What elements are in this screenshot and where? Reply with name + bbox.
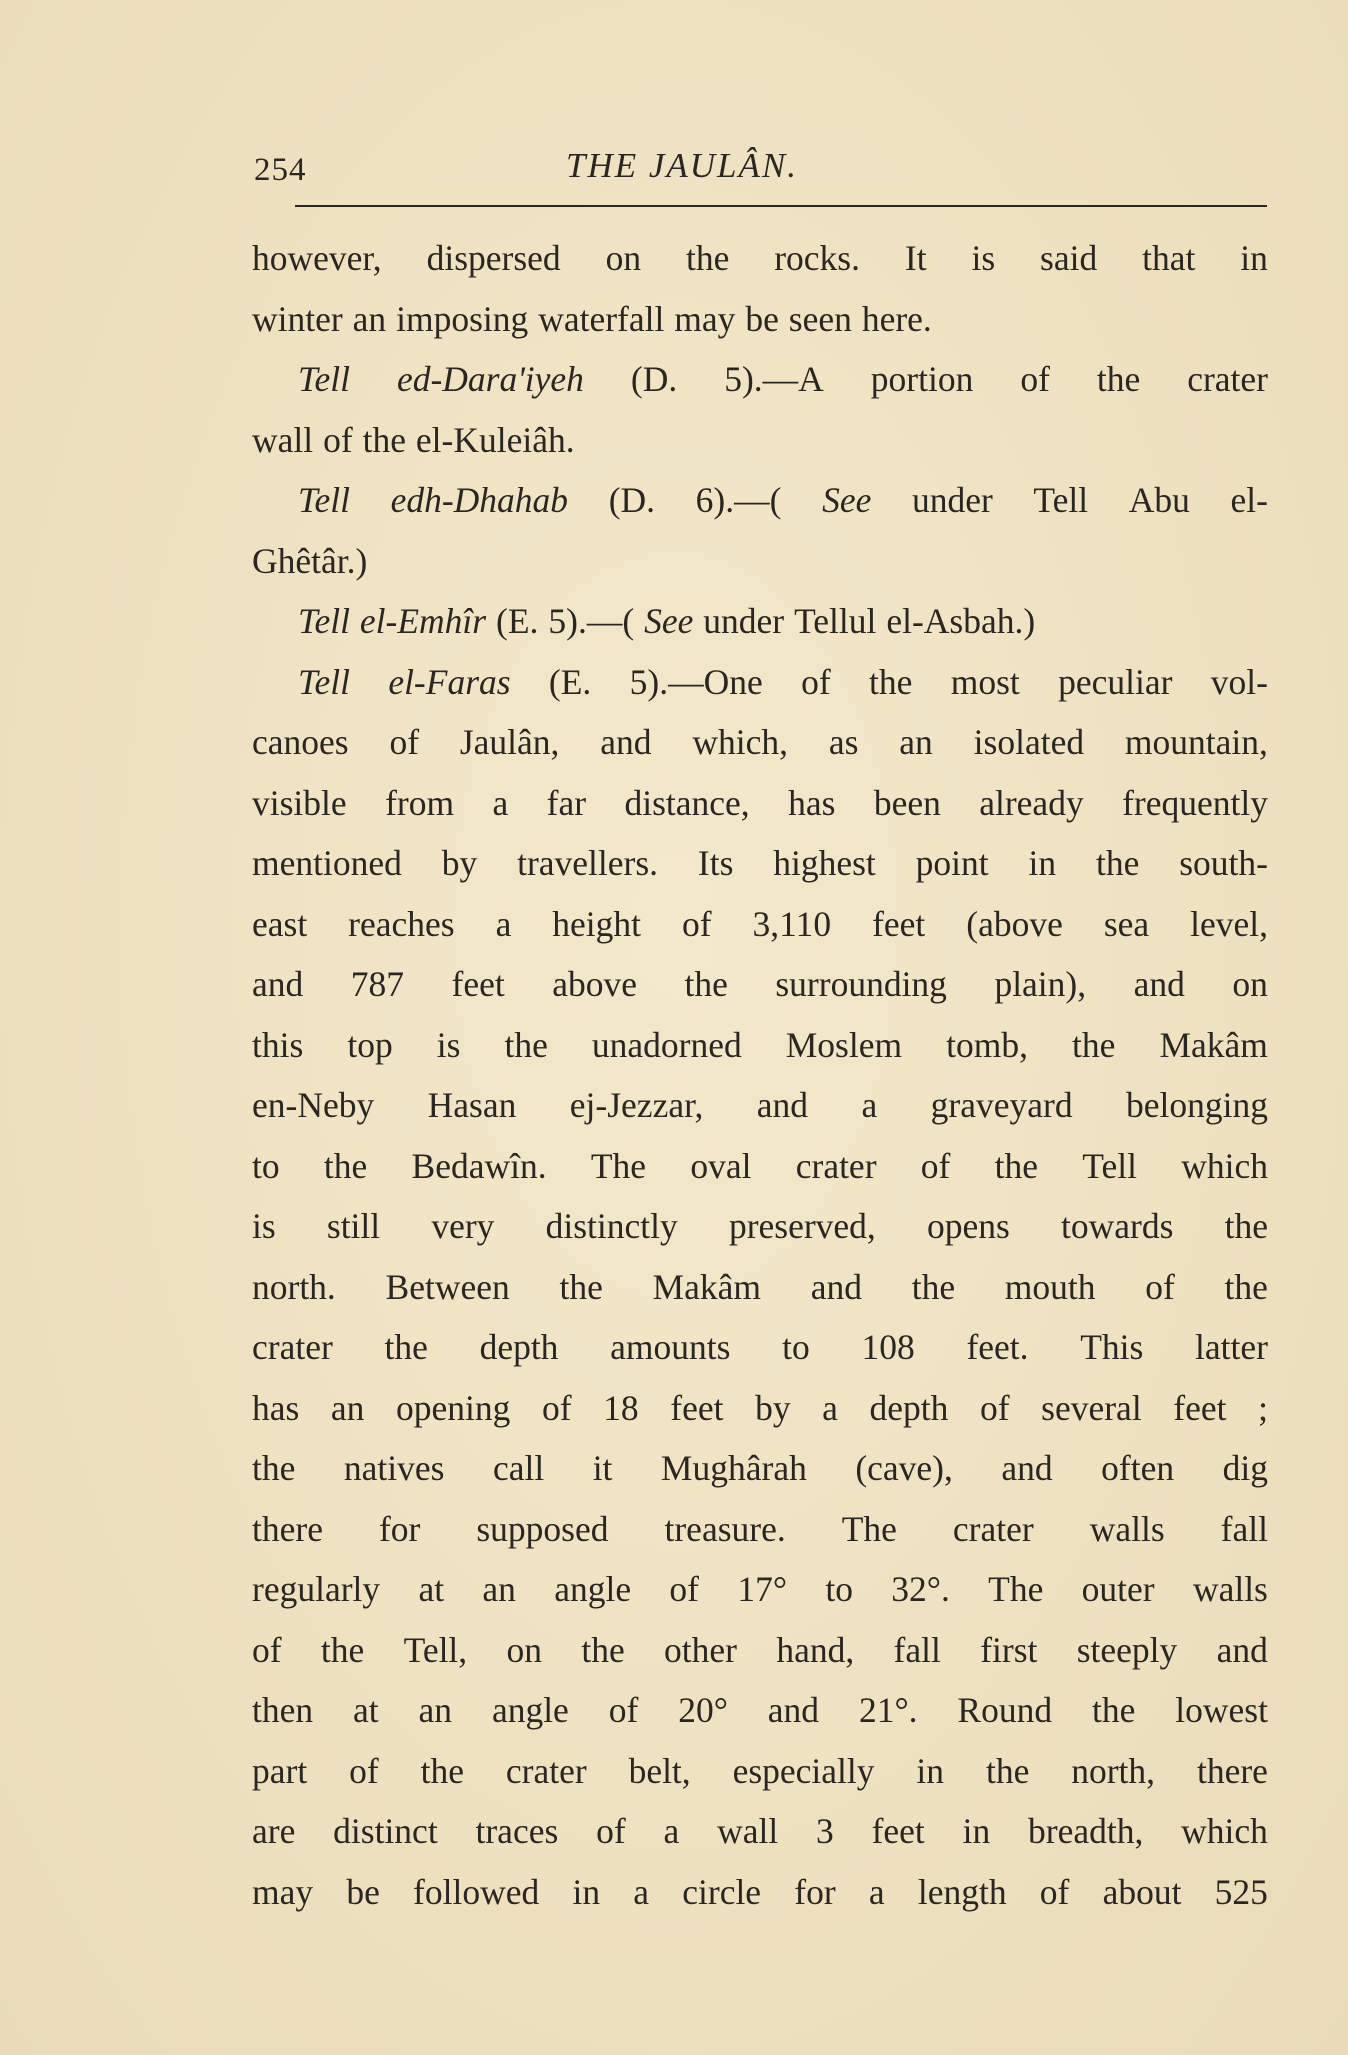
word: Between bbox=[385, 1266, 510, 1307]
word: the bbox=[1224, 1266, 1268, 1307]
word: of bbox=[920, 1145, 951, 1186]
text-line bbox=[252, 1680, 1268, 1741]
word: mentioned bbox=[252, 843, 402, 883]
word: in bbox=[1240, 238, 1268, 278]
word: which, bbox=[692, 722, 789, 762]
word: call bbox=[492, 1448, 545, 1488]
word: most bbox=[950, 661, 1020, 702]
word: very bbox=[431, 1206, 495, 1246]
word: (above bbox=[966, 903, 1063, 944]
word: often bbox=[1101, 1448, 1175, 1488]
word: of bbox=[252, 1629, 282, 1670]
word: especially bbox=[732, 1750, 875, 1791]
word: Bedawîn. bbox=[411, 1145, 547, 1186]
word: for bbox=[378, 1508, 421, 1549]
word: are bbox=[252, 1811, 296, 1851]
word: visible bbox=[252, 782, 347, 823]
word: graveyard bbox=[930, 1085, 1073, 1125]
word: distance, bbox=[624, 782, 750, 823]
word: edh-Dhahab bbox=[390, 480, 569, 520]
word: be bbox=[346, 1871, 380, 1912]
word: (cave), bbox=[855, 1448, 953, 1488]
text-line bbox=[252, 1317, 1268, 1378]
word: here. bbox=[861, 298, 932, 339]
word: the bbox=[994, 1145, 1038, 1186]
page-number: 254 bbox=[254, 152, 307, 188]
word: is bbox=[436, 1024, 461, 1065]
word: feet bbox=[1173, 1387, 1227, 1428]
word: which bbox=[1181, 1811, 1268, 1851]
word: a bbox=[868, 1871, 885, 1912]
word: crater bbox=[252, 1327, 333, 1367]
word: still bbox=[326, 1206, 381, 1246]
word: several bbox=[1041, 1387, 1142, 1428]
word: and bbox=[1133, 964, 1185, 1004]
word: rocks. bbox=[774, 238, 860, 278]
word: Tell bbox=[298, 359, 350, 399]
word: regularly bbox=[252, 1569, 381, 1609]
word: steeply bbox=[1076, 1629, 1178, 1670]
word: peculiar bbox=[1058, 661, 1173, 702]
word: above bbox=[552, 964, 637, 1004]
word: and bbox=[1216, 1629, 1268, 1670]
word: Tell bbox=[1033, 480, 1089, 520]
word: the bbox=[1096, 359, 1141, 399]
word: ed-Dara'iyeh bbox=[396, 359, 584, 399]
word: then bbox=[252, 1690, 314, 1730]
word: the bbox=[559, 1266, 603, 1307]
running-head: THE JAULÂN. bbox=[566, 146, 798, 185]
word: north. bbox=[252, 1266, 336, 1307]
word: the bbox=[1096, 843, 1140, 883]
word: towards bbox=[1061, 1206, 1174, 1246]
word: 525 bbox=[1214, 1871, 1268, 1912]
word: angle bbox=[554, 1569, 632, 1609]
text-line bbox=[252, 1559, 1268, 1620]
word: be bbox=[745, 298, 779, 339]
word: imposing bbox=[396, 298, 529, 339]
word: been bbox=[873, 782, 941, 823]
word: dispersed bbox=[426, 238, 561, 278]
word: the bbox=[320, 1629, 365, 1670]
word: 5).—A bbox=[724, 359, 824, 399]
word: Tell bbox=[298, 480, 350, 520]
word: followed bbox=[413, 1871, 540, 1912]
word: crater bbox=[505, 1750, 587, 1791]
word: portion bbox=[870, 359, 974, 399]
word: el-Faras bbox=[388, 661, 511, 702]
word: and bbox=[810, 1266, 862, 1307]
word: angle bbox=[491, 1690, 569, 1730]
word: breadth, bbox=[1028, 1811, 1144, 1851]
word: en-Neby bbox=[252, 1085, 375, 1125]
word: and bbox=[252, 964, 304, 1004]
word: el-Kuleiâh. bbox=[415, 419, 575, 460]
word: an bbox=[418, 1690, 453, 1730]
word: Its bbox=[697, 843, 734, 883]
word: treasure. bbox=[664, 1508, 786, 1549]
word: a bbox=[495, 903, 512, 944]
word: of bbox=[682, 903, 712, 944]
word: a bbox=[861, 1085, 878, 1125]
word: distinctly bbox=[545, 1206, 678, 1246]
word: belt, bbox=[628, 1750, 691, 1791]
word: of bbox=[669, 1569, 699, 1609]
word: it bbox=[592, 1448, 613, 1488]
word: feet bbox=[451, 964, 505, 1004]
word: on bbox=[605, 238, 642, 278]
word: Abu bbox=[1128, 480, 1190, 520]
word: walls bbox=[1089, 1508, 1165, 1549]
word: under bbox=[703, 601, 785, 641]
word: and bbox=[756, 1085, 809, 1125]
word: which bbox=[1181, 1145, 1268, 1186]
text-line bbox=[252, 410, 1268, 471]
word: feet bbox=[872, 903, 926, 944]
word: the bbox=[869, 661, 913, 702]
word: Tell bbox=[298, 661, 350, 702]
text-line bbox=[252, 1801, 1268, 1862]
word: in bbox=[962, 1811, 991, 1851]
text-line bbox=[252, 773, 1268, 834]
word: The bbox=[988, 1569, 1044, 1609]
word: The bbox=[590, 1145, 647, 1186]
text-line bbox=[252, 1499, 1268, 1560]
word: of bbox=[1020, 359, 1050, 399]
word: mouth bbox=[1004, 1266, 1096, 1307]
word: of bbox=[323, 419, 353, 460]
word: and bbox=[767, 1690, 820, 1730]
word: Mughârah bbox=[660, 1448, 807, 1488]
word: a bbox=[822, 1387, 838, 1428]
word: about bbox=[1102, 1871, 1182, 1912]
text-line bbox=[252, 1378, 1268, 1439]
text-line bbox=[252, 1136, 1268, 1197]
word: to bbox=[825, 1569, 853, 1609]
word: has bbox=[788, 782, 836, 823]
word: (D. bbox=[630, 359, 678, 399]
word: south- bbox=[1179, 843, 1268, 883]
text-line bbox=[252, 712, 1268, 773]
word: supposed bbox=[476, 1508, 609, 1549]
word: of bbox=[596, 1811, 626, 1851]
word: the bbox=[504, 1024, 548, 1065]
word: an bbox=[352, 298, 387, 339]
word: 6).—( bbox=[695, 480, 782, 520]
word: and bbox=[1001, 1448, 1053, 1488]
word: however, bbox=[252, 238, 382, 278]
word: in bbox=[916, 1750, 945, 1791]
word: 18 bbox=[603, 1387, 639, 1428]
word: isolated bbox=[973, 722, 1085, 762]
word: (E. bbox=[496, 601, 539, 641]
word: the bbox=[685, 238, 730, 278]
word: of bbox=[1039, 1871, 1070, 1912]
word: north, bbox=[1071, 1750, 1156, 1791]
word: ej-Jezzar, bbox=[569, 1085, 704, 1125]
text-line bbox=[252, 289, 1268, 350]
word: canoes bbox=[252, 722, 349, 762]
text-line bbox=[252, 531, 1268, 592]
text-line bbox=[252, 470, 1268, 531]
word: crater bbox=[1187, 359, 1268, 399]
text-line bbox=[252, 954, 1268, 1015]
word: (E. bbox=[548, 661, 592, 702]
word: 20° bbox=[678, 1690, 728, 1730]
word: crater bbox=[795, 1145, 877, 1186]
word: the bbox=[1091, 1690, 1136, 1730]
word: in bbox=[572, 1871, 601, 1912]
word: Makâm bbox=[652, 1266, 761, 1307]
word: walls bbox=[1192, 1569, 1268, 1609]
word: the bbox=[252, 1448, 296, 1488]
word: depth bbox=[479, 1327, 559, 1367]
word: this bbox=[252, 1024, 304, 1065]
word: reaches bbox=[348, 903, 455, 944]
word: at bbox=[353, 1690, 379, 1730]
word: point bbox=[915, 843, 989, 883]
word: east bbox=[252, 903, 308, 944]
word: Hasan bbox=[427, 1085, 517, 1125]
word: by bbox=[755, 1387, 791, 1428]
word: an bbox=[330, 1387, 365, 1428]
word: a bbox=[663, 1811, 680, 1851]
word: mountain, bbox=[1124, 722, 1268, 762]
text-line bbox=[252, 591, 1268, 652]
word: level, bbox=[1190, 903, 1268, 944]
word: in bbox=[1028, 843, 1057, 883]
word: Tell, bbox=[403, 1629, 468, 1670]
word: on bbox=[506, 1629, 543, 1670]
word: 3,110 bbox=[752, 903, 832, 944]
word: The bbox=[841, 1508, 897, 1549]
word: of bbox=[1145, 1266, 1175, 1307]
word: part bbox=[252, 1750, 308, 1791]
word: Ghêtâr.) bbox=[252, 540, 368, 581]
word: Moslem bbox=[785, 1024, 903, 1065]
word: natives bbox=[343, 1448, 445, 1488]
word: traces bbox=[475, 1811, 559, 1851]
text-line bbox=[252, 349, 1268, 410]
word: the bbox=[323, 1145, 368, 1186]
word: Tell bbox=[1082, 1145, 1137, 1186]
word: of bbox=[608, 1690, 639, 1730]
word: 5).—( bbox=[548, 601, 635, 641]
word: This bbox=[1080, 1327, 1144, 1367]
word: may bbox=[252, 1871, 314, 1912]
word: the bbox=[581, 1629, 625, 1670]
word: that bbox=[1142, 238, 1196, 278]
word: 3 bbox=[816, 1811, 834, 1851]
word: 787 bbox=[350, 964, 405, 1004]
word: latter bbox=[1195, 1327, 1268, 1367]
word: to bbox=[252, 1145, 280, 1186]
word: and bbox=[600, 722, 652, 762]
word: wall bbox=[252, 419, 314, 460]
word: vol- bbox=[1210, 661, 1268, 702]
word: first bbox=[980, 1629, 1038, 1670]
word: of bbox=[349, 1750, 379, 1791]
word: feet bbox=[871, 1811, 925, 1851]
word: feet. bbox=[966, 1327, 1029, 1367]
page-header bbox=[252, 140, 1268, 200]
word: other bbox=[664, 1629, 737, 1670]
word: there bbox=[252, 1508, 323, 1549]
word: opening bbox=[396, 1387, 511, 1428]
word: already bbox=[979, 782, 1084, 823]
word: has bbox=[252, 1387, 300, 1428]
word: distinct bbox=[333, 1811, 438, 1851]
word: for bbox=[794, 1871, 836, 1912]
word: on bbox=[1232, 964, 1268, 1004]
word: (D. bbox=[608, 480, 656, 520]
word: travellers. bbox=[517, 843, 659, 883]
word: of bbox=[389, 722, 420, 762]
text-line bbox=[252, 894, 1268, 955]
word: dig bbox=[1222, 1448, 1268, 1488]
word: oval bbox=[690, 1145, 752, 1186]
word: from bbox=[385, 782, 455, 823]
word: may bbox=[674, 298, 736, 339]
word: the bbox=[911, 1266, 956, 1307]
word: circle bbox=[682, 1871, 762, 1912]
word: outer bbox=[1081, 1569, 1155, 1609]
body-text bbox=[252, 228, 1268, 1922]
text-line bbox=[252, 228, 1268, 289]
word: surrounding bbox=[775, 964, 947, 1004]
word: amounts bbox=[610, 1327, 731, 1367]
word: the bbox=[420, 1750, 464, 1791]
word: length bbox=[917, 1871, 1007, 1912]
word: is bbox=[252, 1206, 276, 1246]
word: of bbox=[542, 1387, 572, 1428]
word: frequently bbox=[1122, 782, 1268, 823]
word: ; bbox=[1258, 1387, 1268, 1428]
word: the bbox=[684, 964, 728, 1004]
word: preserved, bbox=[728, 1206, 876, 1246]
word: belonging bbox=[1126, 1085, 1268, 1125]
word: as bbox=[828, 722, 859, 762]
word: by bbox=[441, 843, 478, 883]
word: the bbox=[985, 1750, 1030, 1791]
text-line bbox=[252, 1015, 1268, 1076]
word: See bbox=[822, 480, 872, 520]
text-line bbox=[252, 1620, 1268, 1681]
word: 21°. bbox=[858, 1690, 918, 1730]
text-line bbox=[252, 1257, 1268, 1318]
text-line bbox=[252, 833, 1268, 894]
word: Tell bbox=[298, 601, 350, 641]
word: waterfall bbox=[538, 298, 665, 339]
word: an bbox=[899, 722, 933, 762]
text-line bbox=[252, 1862, 1268, 1923]
word: Round bbox=[957, 1690, 1053, 1730]
word: the bbox=[1072, 1024, 1116, 1065]
word: Tellul bbox=[794, 601, 877, 641]
word: a bbox=[492, 782, 509, 823]
word: Jaulân, bbox=[459, 722, 560, 762]
word: sea bbox=[1103, 903, 1150, 944]
text-line bbox=[252, 652, 1268, 713]
word: 32°. bbox=[891, 1569, 950, 1609]
word: Makâm bbox=[1159, 1024, 1268, 1065]
word: seen bbox=[788, 298, 852, 339]
word: 17° bbox=[737, 1569, 788, 1609]
word: el- bbox=[1230, 480, 1268, 520]
word: an bbox=[482, 1569, 516, 1609]
word: the bbox=[362, 419, 406, 460]
word: depth bbox=[869, 1387, 949, 1428]
word: wall bbox=[717, 1811, 779, 1851]
word: fall bbox=[893, 1629, 941, 1670]
word: el-Emhîr bbox=[359, 601, 487, 641]
word: It bbox=[904, 238, 927, 278]
word: feet bbox=[670, 1387, 724, 1428]
word: under bbox=[911, 480, 993, 520]
word: el-Asbah.) bbox=[886, 601, 1036, 641]
word: of bbox=[801, 661, 831, 702]
text-line bbox=[252, 1075, 1268, 1136]
word: the bbox=[1224, 1206, 1268, 1246]
word: said bbox=[1040, 238, 1098, 278]
text-line bbox=[252, 1741, 1268, 1802]
word: height bbox=[552, 903, 642, 944]
word: fall bbox=[1220, 1508, 1268, 1549]
word: the bbox=[384, 1327, 428, 1367]
word: tomb, bbox=[946, 1024, 1028, 1065]
word: there bbox=[1196, 1750, 1268, 1791]
text-line bbox=[252, 1438, 1268, 1499]
word: lowest bbox=[1175, 1690, 1268, 1730]
text-line bbox=[252, 1196, 1268, 1257]
word: winter bbox=[252, 298, 343, 339]
word: hand, bbox=[776, 1629, 855, 1670]
word: opens bbox=[927, 1206, 1010, 1246]
word: of bbox=[979, 1387, 1010, 1428]
word: plain), bbox=[994, 964, 1087, 1004]
word: 5).—One bbox=[629, 661, 763, 702]
word: is bbox=[971, 238, 996, 278]
header-rule bbox=[295, 205, 1267, 207]
word: See bbox=[644, 601, 694, 641]
word: unadorned bbox=[591, 1024, 742, 1065]
word: to bbox=[782, 1327, 810, 1367]
word: at bbox=[418, 1569, 445, 1609]
word: 108 bbox=[861, 1327, 915, 1367]
word: highest bbox=[773, 843, 876, 883]
word: far bbox=[546, 782, 587, 823]
word: a bbox=[633, 1871, 650, 1912]
word: crater bbox=[952, 1508, 1034, 1549]
word: top bbox=[347, 1024, 393, 1065]
